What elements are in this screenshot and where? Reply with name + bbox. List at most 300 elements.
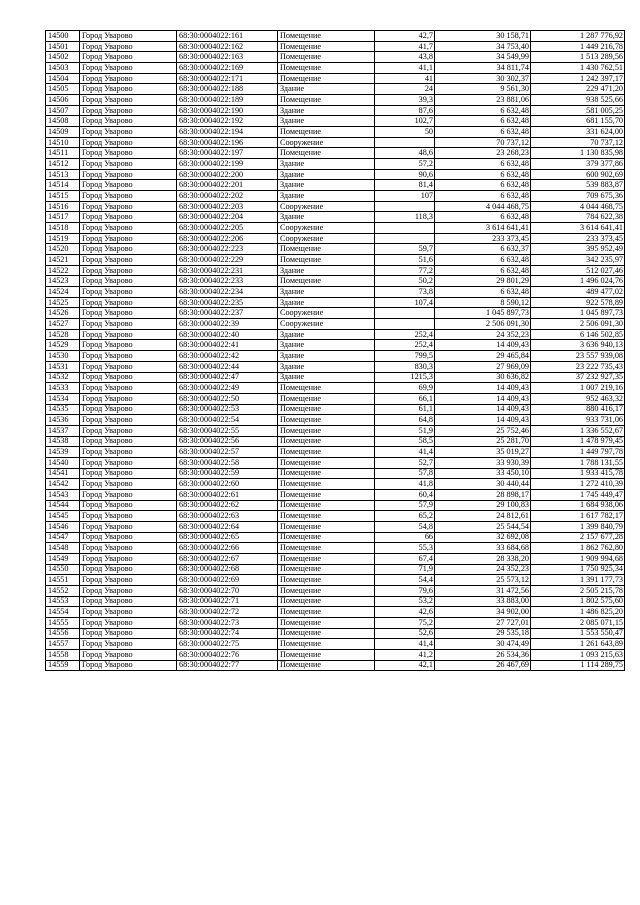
locality-cell: Город Уварово: [80, 404, 177, 415]
row-number-cell: 14530: [46, 351, 80, 362]
locality-cell: Город Уварово: [80, 340, 177, 351]
unit-value-cell: 25 544,54: [435, 521, 531, 532]
unit-value-cell: 24 352,23: [435, 329, 531, 340]
area-cell: 90,6: [375, 169, 435, 180]
row-number-cell: 14537: [46, 425, 80, 436]
cadastral-number-cell: 68:30:0004022:204: [177, 212, 278, 223]
row-number-cell: 14501: [46, 41, 80, 52]
locality-cell: Город Уварово: [80, 223, 177, 234]
row-number-cell: 14538: [46, 436, 80, 447]
area-cell: 41,1: [375, 63, 435, 74]
cadastral-value-cell: 2 506 091,30: [531, 319, 625, 330]
locality-cell: Город Уварово: [80, 607, 177, 618]
table-row: [46, 212, 625, 223]
cadastral-number-cell: 68:30:0004022:188: [177, 84, 278, 95]
area-cell: [375, 319, 435, 330]
table-row: [46, 628, 625, 639]
cadastral-number-cell: 68:30:0004022:63: [177, 511, 278, 522]
locality-cell: Город Уварово: [80, 52, 177, 63]
row-number-cell: 14529: [46, 340, 80, 351]
area-cell: 41,8: [375, 479, 435, 490]
area-cell: 51,9: [375, 425, 435, 436]
table-row: [46, 169, 625, 180]
cadastral-value-cell: 1 261 643,89: [531, 639, 625, 650]
table-row: [46, 575, 625, 586]
table-row: [46, 116, 625, 127]
cadastral-number-cell: 68:30:0004022:194: [177, 127, 278, 138]
cadastral-number-cell: 68:30:0004022:75: [177, 639, 278, 650]
area-cell: [375, 233, 435, 244]
cadastral-number-cell: 68:30:0004022:64: [177, 521, 278, 532]
cadastral-value-cell: 2 157 677,28: [531, 532, 625, 543]
row-number-cell: 14543: [46, 489, 80, 500]
cadastral-value-cell: 1 287 776,92: [531, 31, 625, 42]
row-number-cell: 14554: [46, 607, 80, 618]
cadastral-value-cell: 1 391 177,73: [531, 575, 625, 586]
object-type-cell: Здание: [278, 169, 375, 180]
row-number-cell: 14503: [46, 63, 80, 74]
row-number-cell: 14517: [46, 212, 80, 223]
area-cell: 107,4: [375, 297, 435, 308]
locality-cell: Город Уварово: [80, 628, 177, 639]
cadastral-number-cell: 68:30:0004022:73: [177, 617, 278, 628]
cadastral-value-cell: 539 883,87: [531, 180, 625, 191]
object-type-cell: Помещение: [278, 63, 375, 74]
row-number-cell: 14549: [46, 553, 80, 564]
locality-cell: Город Уварово: [80, 180, 177, 191]
object-type-cell: Помещение: [278, 489, 375, 500]
locality-cell: Город Уварово: [80, 489, 177, 500]
cadastral-value-cell: 1 486 825,20: [531, 607, 625, 618]
cadastral-number-cell: 68:30:0004022:67: [177, 553, 278, 564]
unit-value-cell: 3 614 641,41: [435, 223, 531, 234]
object-type-cell: Здание: [278, 191, 375, 202]
cadastral-number-cell: 68:30:0004022:200: [177, 169, 278, 180]
locality-cell: Город Уварово: [80, 308, 177, 319]
object-type-cell: Помещение: [278, 628, 375, 639]
object-type-cell: Помещение: [278, 447, 375, 458]
cadastral-number-cell: 68:30:0004022:49: [177, 383, 278, 394]
cadastral-number-cell: 68:30:0004022:62: [177, 500, 278, 511]
area-cell: 118,3: [375, 212, 435, 223]
cadastral-number-cell: 68:30:0004022:68: [177, 564, 278, 575]
table-row: [46, 137, 625, 148]
locality-cell: Город Уварово: [80, 393, 177, 404]
object-type-cell: Помещение: [278, 457, 375, 468]
table-row: [46, 617, 625, 628]
object-type-cell: Здание: [278, 116, 375, 127]
area-cell: 54,8: [375, 521, 435, 532]
cadastral-value-cell: 1 007 219,16: [531, 383, 625, 394]
cadastral-value-cell: 3 636 940,13: [531, 340, 625, 351]
locality-cell: Город Уварово: [80, 244, 177, 255]
cadastral-number-cell: 68:30:0004022:39: [177, 319, 278, 330]
table-row: [46, 31, 625, 42]
cadastral-value-cell: 1 802 575,60: [531, 596, 625, 607]
cadastral-number-cell: 68:30:0004022:201: [177, 180, 278, 191]
row-number-cell: 14513: [46, 169, 80, 180]
object-type-cell: Сооружение: [278, 233, 375, 244]
area-cell: [375, 223, 435, 234]
unit-value-cell: 30 158,71: [435, 31, 531, 42]
object-type-cell: Здание: [278, 159, 375, 170]
object-type-cell: Помещение: [278, 41, 375, 52]
table-row: [46, 265, 625, 276]
row-number-cell: 14556: [46, 628, 80, 639]
unit-value-cell: 14 409,43: [435, 415, 531, 426]
unit-value-cell: 2 506 091,30: [435, 319, 531, 330]
cadastral-number-cell: 68:30:0004022:203: [177, 201, 278, 212]
locality-cell: Город Уварово: [80, 105, 177, 116]
cadastral-value-cell: 1 114 289,75: [531, 660, 625, 671]
unit-value-cell: 25 281,70: [435, 436, 531, 447]
object-type-cell: Помещение: [278, 543, 375, 554]
row-number-cell: 14546: [46, 521, 80, 532]
area-cell: 52,7: [375, 457, 435, 468]
row-number-cell: 14519: [46, 233, 80, 244]
cadastral-number-cell: 68:30:0004022:163: [177, 52, 278, 63]
cadastral-value-cell: 938 525,66: [531, 95, 625, 106]
table-row: [46, 84, 625, 95]
unit-value-cell: 32 692,08: [435, 532, 531, 543]
row-number-cell: 14534: [46, 393, 80, 404]
cadastral-value-cell: 6 146 502,85: [531, 329, 625, 340]
unit-value-cell: 30 440,44: [435, 479, 531, 490]
row-number-cell: 14525: [46, 297, 80, 308]
table-row: [46, 180, 625, 191]
cadastral-value-cell: 70 737,12: [531, 137, 625, 148]
table-row: [46, 276, 625, 287]
area-cell: 81,4: [375, 180, 435, 191]
table-row: [46, 148, 625, 159]
object-type-cell: Здание: [278, 212, 375, 223]
table-row: [46, 372, 625, 383]
object-type-cell: Здание: [278, 351, 375, 362]
cadastral-value-cell: 581 005,25: [531, 105, 625, 116]
locality-cell: Город Уварово: [80, 116, 177, 127]
object-type-cell: Помещение: [278, 127, 375, 138]
object-type-cell: Помещение: [278, 596, 375, 607]
unit-value-cell: 14 409,43: [435, 393, 531, 404]
table-row: [46, 553, 625, 564]
table-row: [46, 319, 625, 330]
table-row: [46, 404, 625, 415]
row-number-cell: 14532: [46, 372, 80, 383]
cadastral-value-cell: 1 909 994,68: [531, 553, 625, 564]
table-row: [46, 649, 625, 660]
row-number-cell: 14559: [46, 660, 80, 671]
cadastral-value-cell: 379 377,86: [531, 159, 625, 170]
object-type-cell: Помещение: [278, 52, 375, 63]
table-row: [46, 468, 625, 479]
cadastral-number-cell: 68:30:0004022:55: [177, 425, 278, 436]
area-cell: 53,2: [375, 596, 435, 607]
object-type-cell: Сооружение: [278, 137, 375, 148]
unit-value-cell: 26 467,69: [435, 660, 531, 671]
row-number-cell: 14548: [46, 543, 80, 554]
area-cell: 39,3: [375, 95, 435, 106]
row-number-cell: 14547: [46, 532, 80, 543]
unit-value-cell: 6 632,48: [435, 255, 531, 266]
cadastral-value-cell: 1 862 762,80: [531, 543, 625, 554]
cadastral-value-cell: 4 044 468,75: [531, 201, 625, 212]
unit-value-cell: 14 409,43: [435, 383, 531, 394]
unit-value-cell: 29 535,18: [435, 628, 531, 639]
area-cell: 61,1: [375, 404, 435, 415]
unit-value-cell: 6 632,48: [435, 159, 531, 170]
cadastral-number-cell: 68:30:0004022:237: [177, 308, 278, 319]
locality-cell: Город Уварово: [80, 479, 177, 490]
locality-cell: Город Уварово: [80, 265, 177, 276]
area-cell: 799,5: [375, 351, 435, 362]
object-type-cell: Здание: [278, 372, 375, 383]
cadastral-number-cell: 68:30:0004022:169: [177, 63, 278, 74]
cadastral-value-table: [45, 30, 625, 671]
locality-cell: Город Уварово: [80, 436, 177, 447]
area-cell: 66,1: [375, 393, 435, 404]
area-cell: 41,2: [375, 649, 435, 660]
locality-cell: Город Уварово: [80, 169, 177, 180]
row-number-cell: 14539: [46, 447, 80, 458]
table-row: [46, 329, 625, 340]
area-cell: 73,8: [375, 287, 435, 298]
cadastral-number-cell: 68:30:0004022:171: [177, 73, 278, 84]
cadastral-value-cell: 3 614 641,41: [531, 223, 625, 234]
cadastral-value-cell: 1 745 449,47: [531, 489, 625, 500]
locality-cell: Город Уварово: [80, 649, 177, 660]
row-number-cell: 14509: [46, 127, 80, 138]
unit-value-cell: 6 632,48: [435, 265, 531, 276]
object-type-cell: Помещение: [278, 468, 375, 479]
cadastral-value-cell: 23 557 939,08: [531, 351, 625, 362]
cadastral-number-cell: 68:30:0004022:65: [177, 532, 278, 543]
unit-value-cell: 29 801,29: [435, 276, 531, 287]
locality-cell: Город Уварово: [80, 148, 177, 159]
area-cell: 43,8: [375, 52, 435, 63]
cadastral-value-cell: 331 624,00: [531, 127, 625, 138]
area-cell: 57,9: [375, 500, 435, 511]
unit-value-cell: 33 930,39: [435, 457, 531, 468]
locality-cell: Город Уварово: [80, 159, 177, 170]
object-type-cell: Сооружение: [278, 223, 375, 234]
area-cell: 58,5: [375, 436, 435, 447]
cadastral-value-cell: 880 416,17: [531, 404, 625, 415]
object-type-cell: Помещение: [278, 607, 375, 618]
table-row: [46, 255, 625, 266]
row-number-cell: 14512: [46, 159, 80, 170]
locality-cell: Город Уварово: [80, 361, 177, 372]
row-number-cell: 14545: [46, 511, 80, 522]
cadastral-value-cell: 1 399 840,79: [531, 521, 625, 532]
row-number-cell: 14527: [46, 319, 80, 330]
area-cell: 41,4: [375, 639, 435, 650]
cadastral-number-cell: 68:30:0004022:42: [177, 351, 278, 362]
locality-cell: Город Уварово: [80, 329, 177, 340]
row-number-cell: 14520: [46, 244, 80, 255]
locality-cell: Город Уварово: [80, 383, 177, 394]
object-type-cell: Помещение: [278, 575, 375, 586]
table-row: [46, 244, 625, 255]
row-number-cell: 14518: [46, 223, 80, 234]
unit-value-cell: 6 632,48: [435, 127, 531, 138]
area-cell: 41: [375, 73, 435, 84]
table-row: [46, 191, 625, 202]
area-cell: 87,6: [375, 105, 435, 116]
cadastral-number-cell: 68:30:0004022:223: [177, 244, 278, 255]
cadastral-number-cell: 68:30:0004022:61: [177, 489, 278, 500]
object-type-cell: Помещение: [278, 521, 375, 532]
table-row: [46, 660, 625, 671]
unit-value-cell: 27 969,09: [435, 361, 531, 372]
cadastral-number-cell: 68:30:0004022:199: [177, 159, 278, 170]
area-cell: 50: [375, 127, 435, 138]
table-row: [46, 340, 625, 351]
unit-value-cell: 4 044 468,75: [435, 201, 531, 212]
cadastral-number-cell: 68:30:0004022:70: [177, 585, 278, 596]
unit-value-cell: 30 302,37: [435, 73, 531, 84]
unit-value-cell: 6 632,48: [435, 105, 531, 116]
cadastral-value-cell: 395 952,49: [531, 244, 625, 255]
locality-cell: Город Уварово: [80, 233, 177, 244]
locality-cell: Город Уварово: [80, 95, 177, 106]
row-number-cell: 14506: [46, 95, 80, 106]
cadastral-value-cell: 1 430 762,51: [531, 63, 625, 74]
locality-cell: Город Уварово: [80, 532, 177, 543]
object-type-cell: Помещение: [278, 73, 375, 84]
locality-cell: Город Уварово: [80, 468, 177, 479]
cadastral-value-cell: 922 578,89: [531, 297, 625, 308]
table-row: [46, 639, 625, 650]
object-type-cell: Помещение: [278, 649, 375, 660]
object-type-cell: Сооружение: [278, 319, 375, 330]
unit-value-cell: 33 883,00: [435, 596, 531, 607]
table-row: [46, 351, 625, 362]
table-row: [46, 425, 625, 436]
cadastral-value-cell: 1 093 215,63: [531, 649, 625, 660]
cadastral-number-cell: 68:30:0004022:47: [177, 372, 278, 383]
table-row: [46, 63, 625, 74]
object-type-cell: Здание: [278, 361, 375, 372]
locality-cell: Город Уварово: [80, 511, 177, 522]
cadastral-number-cell: 68:30:0004022:76: [177, 649, 278, 660]
object-type-cell: Здание: [278, 84, 375, 95]
unit-value-cell: 6 632,48: [435, 191, 531, 202]
locality-cell: Город Уварово: [80, 585, 177, 596]
unit-value-cell: 23 268,23: [435, 148, 531, 159]
area-cell: 66: [375, 532, 435, 543]
object-type-cell: Помещение: [278, 383, 375, 394]
unit-value-cell: 34 902,00: [435, 607, 531, 618]
locality-cell: Город Уварово: [80, 41, 177, 52]
object-type-cell: Помещение: [278, 617, 375, 628]
cadastral-number-cell: 68:30:0004022:206: [177, 233, 278, 244]
locality-cell: Город Уварово: [80, 425, 177, 436]
unit-value-cell: 30 636,82: [435, 372, 531, 383]
locality-cell: Город Уварово: [80, 415, 177, 426]
cadastral-number-cell: 68:30:0004022:196: [177, 137, 278, 148]
table-row: [46, 564, 625, 575]
row-number-cell: 14528: [46, 329, 80, 340]
locality-cell: Город Уварово: [80, 351, 177, 362]
locality-cell: Город Уварово: [80, 191, 177, 202]
area-cell: [375, 137, 435, 148]
table-row: [46, 383, 625, 394]
locality-cell: Город Уварово: [80, 73, 177, 84]
object-type-cell: Здание: [278, 265, 375, 276]
locality-cell: Город Уварово: [80, 297, 177, 308]
object-type-cell: Здание: [278, 105, 375, 116]
object-type-cell: Помещение: [278, 404, 375, 415]
area-cell: 71,9: [375, 564, 435, 575]
cadastral-number-cell: 68:30:0004022:72: [177, 607, 278, 618]
cadastral-value-cell: 229 471,20: [531, 84, 625, 95]
cadastral-number-cell: 68:30:0004022:71: [177, 596, 278, 607]
cadastral-number-cell: 68:30:0004022:41: [177, 340, 278, 351]
row-number-cell: 14558: [46, 649, 80, 660]
area-cell: [375, 201, 435, 212]
table-body: [46, 31, 625, 671]
row-number-cell: 14533: [46, 383, 80, 394]
cadastral-value-cell: 1 513 289,56: [531, 52, 625, 63]
area-cell: 42,6: [375, 607, 435, 618]
row-number-cell: 14544: [46, 500, 80, 511]
unit-value-cell: 14 409,43: [435, 404, 531, 415]
unit-value-cell: 24 812,61: [435, 511, 531, 522]
cadastral-value-cell: 1 750 925,34: [531, 564, 625, 575]
cadastral-value-cell: 2 505 215,78: [531, 585, 625, 596]
cadastral-value-cell: 784 622,38: [531, 212, 625, 223]
table-row: [46, 543, 625, 554]
cadastral-number-cell: 68:30:0004022:234: [177, 287, 278, 298]
row-number-cell: 14524: [46, 287, 80, 298]
table-row: [46, 393, 625, 404]
cadastral-number-cell: 68:30:0004022:58: [177, 457, 278, 468]
locality-cell: Город Уварово: [80, 372, 177, 383]
unit-value-cell: 26 534,36: [435, 649, 531, 660]
unit-value-cell: 34 811,74: [435, 63, 531, 74]
locality-cell: Город Уварово: [80, 447, 177, 458]
cadastral-value-cell: 1 553 550,47: [531, 628, 625, 639]
object-type-cell: Здание: [278, 180, 375, 191]
locality-cell: Город Уварово: [80, 31, 177, 42]
cadastral-number-cell: 68:30:0004022:161: [177, 31, 278, 42]
unit-value-cell: 8 590,12: [435, 297, 531, 308]
locality-cell: Город Уварово: [80, 255, 177, 266]
row-number-cell: 14552: [46, 585, 80, 596]
unit-value-cell: 23 881,06: [435, 95, 531, 106]
unit-value-cell: 33 450,10: [435, 468, 531, 479]
locality-cell: Город Уварово: [80, 63, 177, 74]
unit-value-cell: 6 632,48: [435, 169, 531, 180]
table-row: [46, 159, 625, 170]
table-row: [46, 585, 625, 596]
locality-cell: Город Уварово: [80, 276, 177, 287]
table-row: [46, 500, 625, 511]
row-number-cell: 14535: [46, 404, 80, 415]
object-type-cell: Помещение: [278, 553, 375, 564]
cadastral-value-cell: 233 373,45: [531, 233, 625, 244]
locality-cell: Город Уварово: [80, 543, 177, 554]
area-cell: 42,7: [375, 31, 435, 42]
area-cell: 54,4: [375, 575, 435, 586]
row-number-cell: 14526: [46, 308, 80, 319]
locality-cell: Город Уварово: [80, 127, 177, 138]
unit-value-cell: 30 474,49: [435, 639, 531, 650]
object-type-cell: Помещение: [278, 393, 375, 404]
unit-value-cell: 233 373,45: [435, 233, 531, 244]
unit-value-cell: 6 632,48: [435, 287, 531, 298]
cadastral-value-cell: 1 933 415,78: [531, 468, 625, 479]
